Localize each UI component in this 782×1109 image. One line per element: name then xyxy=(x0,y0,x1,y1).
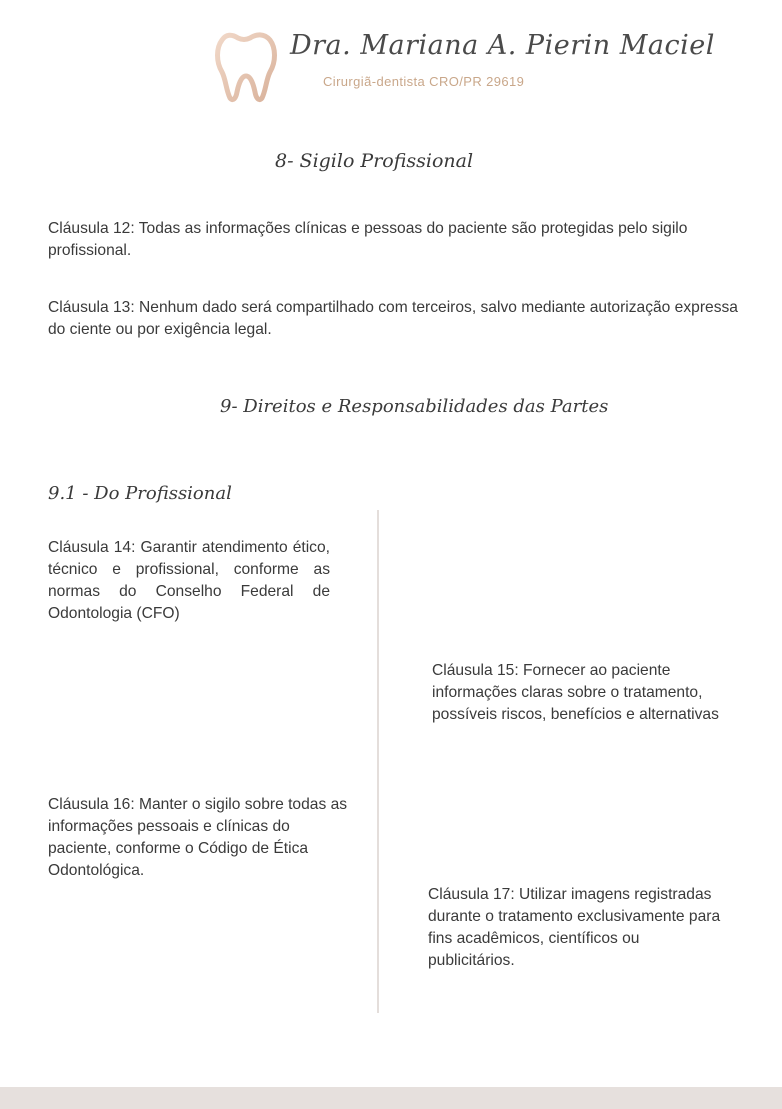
section-8-title: 8- Sigilo Profissional xyxy=(275,150,474,172)
clause-13: Cláusula 13: Nenhum dado será compartilhado com terceiros, salvo mediante autorização expressa do ciente ou por exigência legal. xyxy=(48,299,738,338)
subsection-9-1-title: 9.1 - Do Profissional xyxy=(48,483,232,504)
brand-subtitle: Cirurgiã-dentista CRO/PR 29619 xyxy=(323,74,525,89)
section-9-title: 9- Direitos e Responsabilidades das Partes xyxy=(220,396,609,417)
column-divider xyxy=(377,510,379,1013)
clause-12: Cláusula 12: Todas as informações clínicas e pessoas do paciente são protegidas pelo sigilo profissional. xyxy=(48,220,688,259)
page-bottom-bar xyxy=(0,1087,782,1109)
clause-15: Cláusula 15: Fornecer ao paciente informações claras sobre o tratamento, possíveis riscos, benefícios e alternativas xyxy=(432,662,719,723)
brand-name: Dra. Mariana A. Pierin Maciel xyxy=(290,30,715,61)
tooth-icon xyxy=(212,28,282,104)
clause-16: Cláusula 16: Manter o sigilo sobre todas as informações pessoais e clínicas do paciente, conforme o Código de Ética Odontológica. xyxy=(48,796,348,879)
clause-17: Cláusula 17: Utilizar imagens registradas durante o tratamento exclusivamente para fins acadêmicos, científicos ou publicitários. xyxy=(428,886,721,969)
clause-14: Cláusula 14: Garantir atendimento ético, técnico e profissional, conforme as normas do Conselho Federal de Odontologia (CFO) xyxy=(48,539,330,622)
